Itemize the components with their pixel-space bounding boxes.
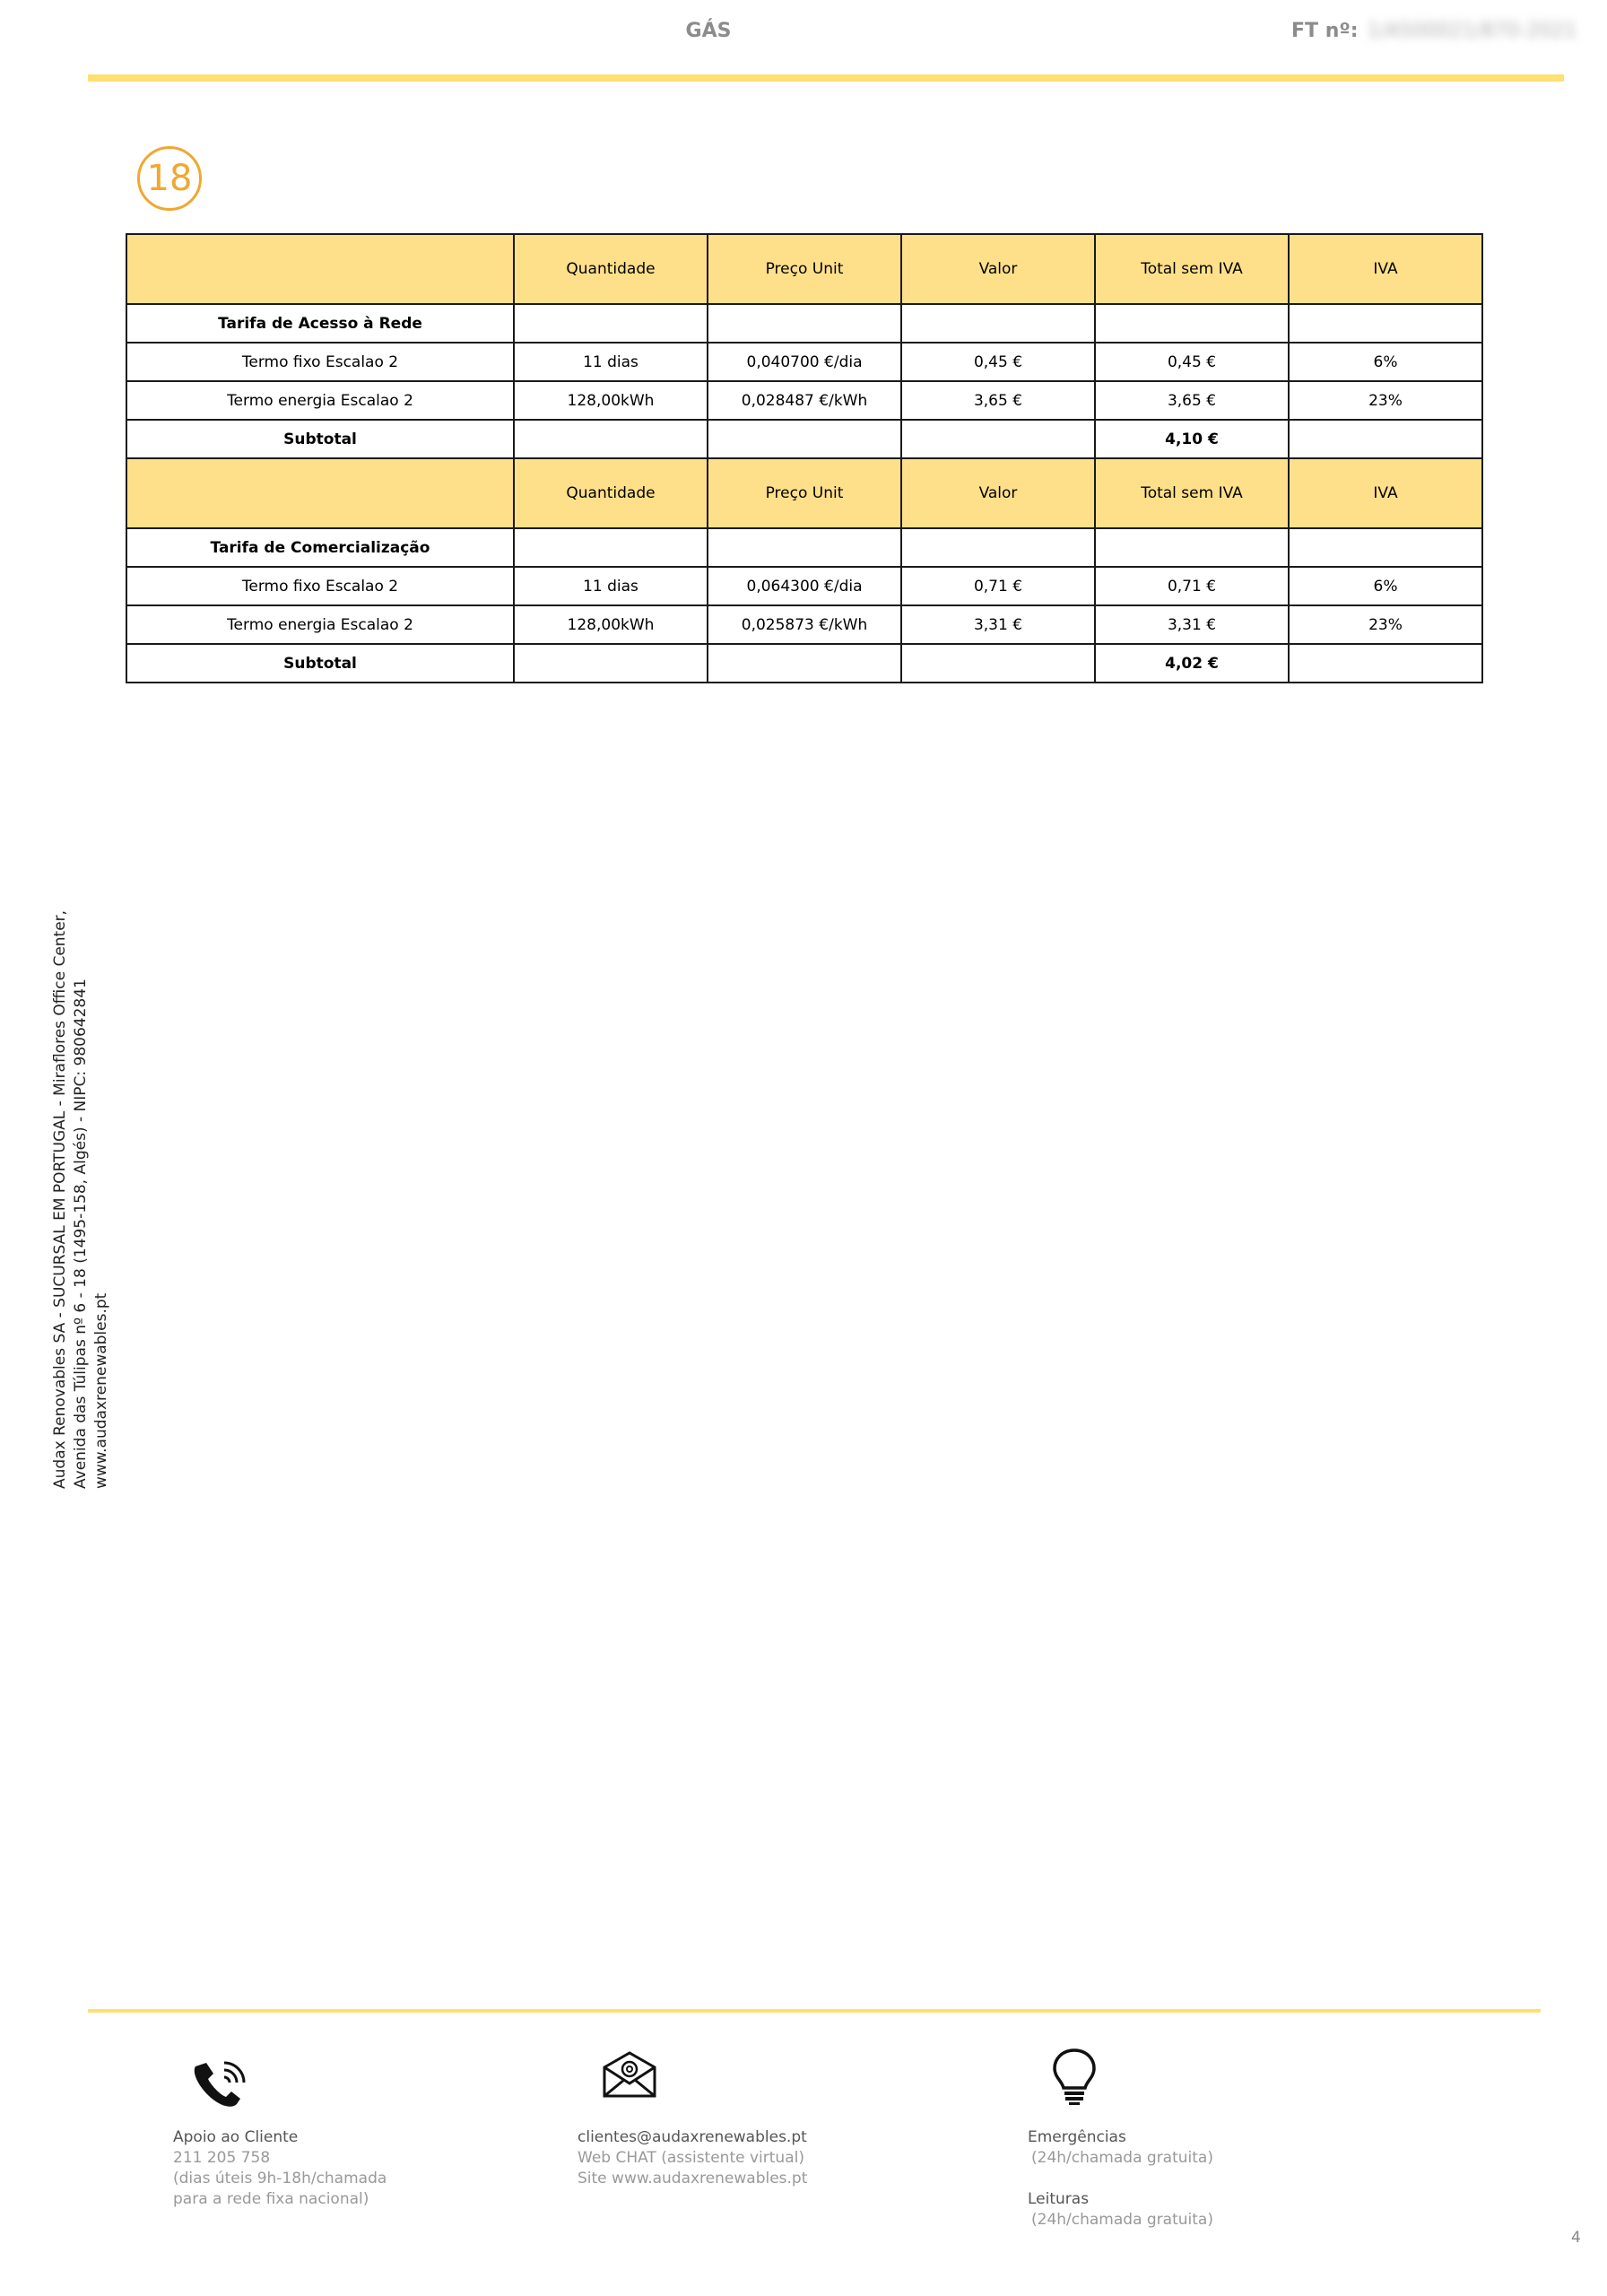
- company-address-line: Avenida das Túlipas nº 6 - 18 (1495-158, Algés) - NIPC: 980642841: [72, 978, 90, 1489]
- table-row: [126, 605, 1482, 644]
- header-cell-empty: [126, 234, 514, 304]
- bottom-divider: [88, 2009, 1541, 2013]
- page-number: 4: [1571, 2229, 1581, 2247]
- footer-contact: [578, 2127, 807, 2189]
- section-title: Tarifa de Comercialização: [126, 528, 514, 567]
- row-quantity: 128,00kWh: [514, 381, 708, 420]
- phone-icon: [188, 2054, 256, 2111]
- support-hours: (dias úteis 9h-18h/chamada: [173, 2170, 387, 2187]
- row-label: Termo fixo Escalao 2: [126, 343, 514, 381]
- table-row: [126, 381, 1482, 420]
- subtotal-row: [126, 420, 1482, 458]
- support-label: Apoio ao Cliente: [173, 2128, 299, 2146]
- subtotal-label: Subtotal: [126, 420, 514, 458]
- header-cell-vat: IVA: [1289, 234, 1482, 304]
- row-unit-price: 0,040700 €/dia: [708, 343, 901, 381]
- table-header-row: [126, 234, 1482, 304]
- row-vat: 6%: [1289, 567, 1482, 605]
- company-legal-line: Audax Renovables SA - SUCURSAL EM PORTUGAL - Miraflores Office Center,: [51, 909, 69, 1489]
- section-title-row: [126, 528, 1482, 567]
- tariff-table: [126, 233, 1483, 683]
- row-label: Termo fixo Escalao 2: [126, 567, 514, 605]
- row-vat: 23%: [1289, 381, 1482, 420]
- subtotal-value: 4,10 €: [1095, 420, 1289, 458]
- row-unit-price: 0,064300 €/dia: [708, 567, 901, 605]
- header-cell-value: Valor: [901, 458, 1095, 528]
- subtotal-row: [126, 644, 1482, 683]
- row-total-no-vat: 0,71 €: [1095, 567, 1289, 605]
- row-value: 3,31 €: [901, 605, 1095, 644]
- subtotal-value: 4,02 €: [1095, 644, 1289, 683]
- table-row: [126, 567, 1482, 605]
- readings-note: (24h/chamada gratuita): [1031, 2211, 1213, 2229]
- emergency-label: Emergências: [1028, 2128, 1126, 2146]
- section-title-row: [126, 304, 1482, 343]
- header-cell-unit-price: Preço Unit: [708, 234, 901, 304]
- header-cell-vat: IVA: [1289, 458, 1482, 528]
- row-vat: 6%: [1289, 343, 1482, 381]
- document-section-title: GÁS: [685, 20, 732, 42]
- header-cell-total-no-vat: Total sem IVA: [1095, 458, 1289, 528]
- header-cell-unit-price: Preço Unit: [708, 458, 901, 528]
- header-cell-total-no-vat: Total sem IVA: [1095, 234, 1289, 304]
- row-value: 0,71 €: [901, 567, 1095, 605]
- row-total-no-vat: 3,31 €: [1095, 605, 1289, 644]
- table-row: [126, 343, 1482, 381]
- header-cell-quantity: Quantidade: [514, 458, 708, 528]
- company-website-line: www.audaxrenewables.pt: [92, 1292, 110, 1489]
- row-unit-price: 0,025873 €/kWh: [708, 605, 901, 644]
- emergency-note: (24h/chamada gratuita): [1031, 2149, 1213, 2167]
- invoice-number: [1291, 20, 1577, 42]
- invoice-number-value: 1/A500021/870-2021: [1367, 20, 1577, 42]
- invoice-number-label: FT nº:: [1291, 20, 1359, 42]
- row-label: Termo energia Escalao 2: [126, 381, 514, 420]
- row-value: 0,45 €: [901, 343, 1095, 381]
- subtotal-label: Subtotal: [126, 644, 514, 683]
- header-cell-value: Valor: [901, 234, 1095, 304]
- row-label: Termo energia Escalao 2: [126, 605, 514, 644]
- lightbulb-icon: [1051, 2047, 1098, 2106]
- readings-label: Leituras: [1028, 2190, 1090, 2208]
- top-divider: [88, 74, 1564, 82]
- row-quantity: 11 dias: [514, 567, 708, 605]
- row-quantity: 128,00kWh: [514, 605, 708, 644]
- footer-emergency: [1028, 2127, 1213, 2231]
- mail-icon: [601, 2049, 658, 2100]
- support-phone[interactable]: 211 205 758: [173, 2149, 271, 2167]
- section-number-badge: 18: [137, 146, 202, 211]
- footer-support: [173, 2127, 387, 2210]
- row-total-no-vat: 3,65 €: [1095, 381, 1289, 420]
- header-cell-quantity: Quantidade: [514, 234, 708, 304]
- row-total-no-vat: 0,45 €: [1095, 343, 1289, 381]
- row-quantity: 11 dias: [514, 343, 708, 381]
- row-unit-price: 0,028487 €/kWh: [708, 381, 901, 420]
- section-title: Tarifa de Acesso à Rede: [126, 304, 514, 343]
- contact-email-link[interactable]: clientes@audaxrenewables.pt: [578, 2128, 807, 2146]
- table-header-row: [126, 458, 1482, 528]
- website-link[interactable]: Site www.audaxrenewables.pt: [578, 2170, 808, 2187]
- header-cell-empty: [126, 458, 514, 528]
- support-note: para a rede fixa nacional): [173, 2190, 369, 2208]
- web-chat-link[interactable]: Web CHAT (assistente virtual): [578, 2149, 804, 2167]
- row-vat: 23%: [1289, 605, 1482, 644]
- company-legal-info: [50, 910, 112, 1489]
- row-value: 3,65 €: [901, 381, 1095, 420]
